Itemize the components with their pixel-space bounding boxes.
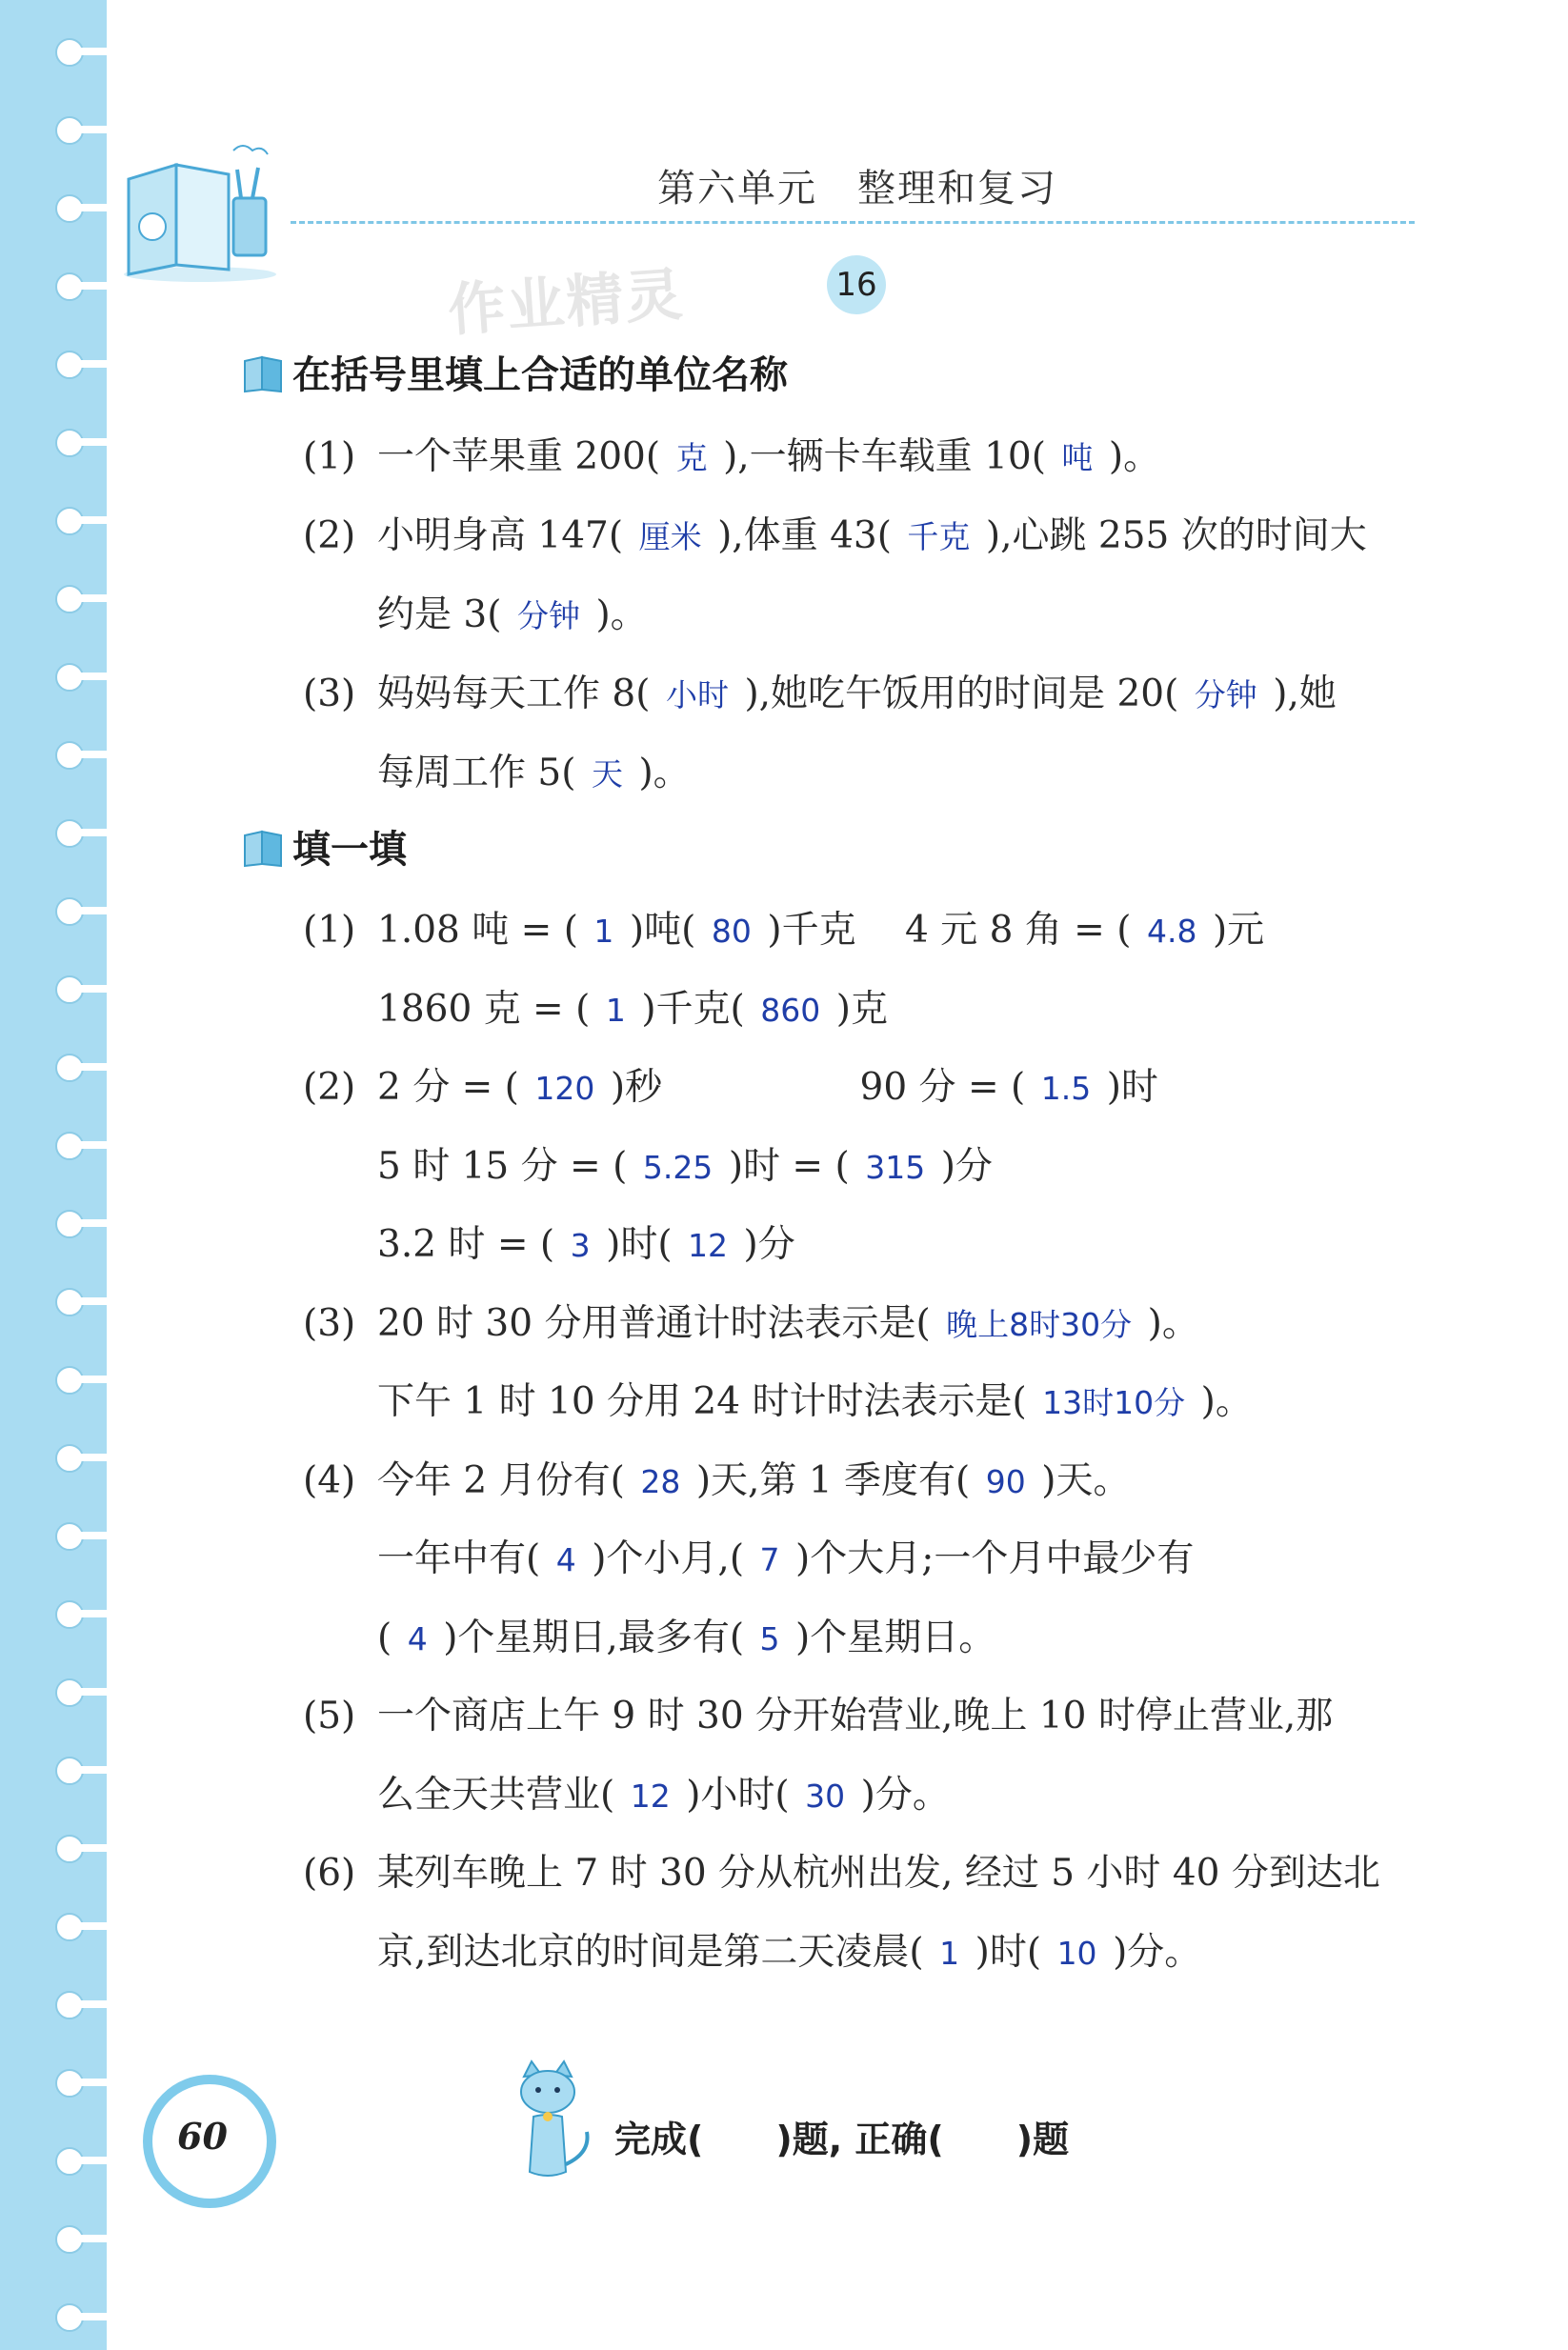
exercise-line xyxy=(303,1057,1158,1111)
question-text: )个小月,( xyxy=(592,1537,745,1580)
question-text: 么全天共营业( xyxy=(377,1773,615,1817)
question-text: )个星期日,最多有( xyxy=(443,1616,745,1659)
question-text: 京,到达北京的时间是第二天凌晨( xyxy=(377,1930,924,1974)
question-text: 1860 克 = ( xyxy=(377,987,591,1031)
binder-tab xyxy=(80,1454,107,1461)
page-header xyxy=(657,158,1057,212)
lesson-number-badge: 16 xyxy=(827,255,886,314)
question-text: )。 xyxy=(1200,1380,1253,1423)
question-text: )。 xyxy=(1147,1301,1199,1345)
question-text: )秒 90 分 = ( xyxy=(610,1066,1026,1109)
binder-tab xyxy=(80,2000,107,2008)
exercise-line xyxy=(303,664,1337,717)
binder-tab xyxy=(80,2079,107,2086)
answer-text: 12 xyxy=(614,1777,687,1815)
exercise-line xyxy=(303,1294,1199,1347)
answer-text: 小时 xyxy=(650,676,745,713)
item-number: (3) xyxy=(303,673,356,715)
binder-tab xyxy=(80,438,107,446)
answer-text: 4.8 xyxy=(1131,913,1213,950)
binder-tab xyxy=(80,1219,107,1227)
answer-text: 天 xyxy=(575,755,639,793)
question-text: 1.08 吨 = ( xyxy=(377,909,578,952)
exercise-line xyxy=(303,585,648,638)
answer-text: 28 xyxy=(624,1462,696,1500)
binder-tab xyxy=(80,1141,107,1149)
exercise-line xyxy=(303,1215,795,1268)
question-text: )分。 xyxy=(860,1773,950,1817)
question-text: 妈妈每天工作 8( xyxy=(377,673,651,715)
question-text: ( xyxy=(377,1616,392,1659)
watermark: 作业精灵 xyxy=(446,261,687,345)
answer-text: 分钟 xyxy=(1178,676,1274,713)
answer-text: 120 xyxy=(518,1070,611,1107)
page-number: 60 xyxy=(177,2115,228,2158)
binder-tab xyxy=(80,2313,107,2320)
binder-tab xyxy=(80,126,107,133)
question-text: ),她吃午饭用的时间是 20( xyxy=(744,673,1179,715)
exercise-line xyxy=(303,1451,1130,1504)
binder-tab xyxy=(80,1297,107,1305)
binder-tab xyxy=(80,673,107,680)
question-text: 一年中有( xyxy=(377,1537,541,1580)
question-text: )天。 xyxy=(1041,1458,1131,1502)
question-text: )分 xyxy=(940,1144,993,1188)
question-text: 约是 3( xyxy=(377,593,502,636)
answer-text: 30 xyxy=(789,1777,861,1815)
answer-text: 晚上8时30分 xyxy=(930,1305,1148,1343)
cat-icon xyxy=(495,2058,600,2191)
section-title: 在括号里填上合适的单位名称 xyxy=(292,353,788,397)
topic-label: 整理和复习 xyxy=(857,167,1057,211)
question-text: 一个苹果重 200( xyxy=(377,435,661,478)
section-heading-fill xyxy=(243,819,407,874)
binder-tab xyxy=(80,594,107,602)
binder-tab xyxy=(80,48,107,55)
question-text: 一个商店上午 9 时 30 分开始营业,晚上 10 时停止营业,那 xyxy=(377,1695,1334,1737)
exercise-line xyxy=(303,1843,1380,1897)
binder-tab xyxy=(80,204,107,211)
binder-tab xyxy=(80,829,107,836)
binder-tab xyxy=(80,1922,107,1930)
section-heading-units xyxy=(243,345,788,399)
binder-tab xyxy=(80,282,107,290)
answer-text: 80 xyxy=(695,913,768,950)
question-text: )时 = ( xyxy=(728,1144,850,1188)
answer-text: 1 xyxy=(590,991,642,1029)
binder-tab xyxy=(80,1766,107,1774)
question-text: 每周工作 5( xyxy=(377,752,576,794)
question-text: )。 xyxy=(595,593,648,636)
question-text: )个星期日。 xyxy=(795,1616,996,1659)
question-text: 5 时 15 分 = ( xyxy=(377,1144,628,1188)
answer-text: 克 xyxy=(660,439,724,476)
binder-tab xyxy=(80,2157,107,2164)
question-text: 20 时 30 分用普通计时法表示是( xyxy=(377,1301,931,1345)
answer-text: 吨 xyxy=(1045,439,1109,476)
binder-tab xyxy=(80,1532,107,1539)
question-text: ),体重 43( xyxy=(717,514,892,557)
answer-text: 4 xyxy=(540,1541,593,1578)
answer-text: 千克 xyxy=(891,518,986,555)
question-text: ),一辆卡车载重 10( xyxy=(723,435,1046,478)
question-text: )时( xyxy=(606,1223,673,1266)
item-number: (3) xyxy=(303,1301,356,1345)
exercise-line xyxy=(303,506,1367,559)
answer-text: 860 xyxy=(744,991,836,1029)
answer-text: 5.25 xyxy=(627,1148,729,1186)
exercise-line xyxy=(303,900,1264,954)
question-text: )。 xyxy=(638,752,691,794)
book-icon xyxy=(243,355,285,393)
answer-text: 4 xyxy=(392,1619,444,1657)
answer-text: 1 xyxy=(577,913,630,950)
binder-tab xyxy=(80,751,107,758)
question-text: )分 xyxy=(743,1223,795,1266)
binder-tab xyxy=(80,985,107,993)
answer-text: 分钟 xyxy=(501,597,596,634)
answer-text: 1.5 xyxy=(1025,1070,1107,1107)
answer-text: 厘米 xyxy=(623,518,718,555)
unit-label: 第六单元 xyxy=(657,167,817,211)
question-text: )元 xyxy=(1212,909,1265,952)
answer-text: 90 xyxy=(970,1462,1042,1500)
item-number: (5) xyxy=(303,1695,356,1737)
binder-tab xyxy=(80,907,107,914)
answer-text: 5 xyxy=(744,1619,796,1657)
binder-tab xyxy=(80,1844,107,1852)
exercise-line xyxy=(303,427,1160,480)
binder-tab xyxy=(80,1688,107,1696)
exercise-line xyxy=(303,1686,1333,1739)
header-divider xyxy=(291,221,1415,224)
exercise-line xyxy=(303,1765,950,1818)
question-text: 小明身高 147( xyxy=(377,514,624,557)
question-text: )吨( xyxy=(629,909,696,952)
item-number: (4) xyxy=(303,1458,356,1502)
exercise-line xyxy=(303,1529,1194,1582)
question-text: 今年 2 月份有( xyxy=(377,1458,625,1502)
question-text: ),心跳 255 次的时间大 xyxy=(985,514,1367,557)
answer-text: 3 xyxy=(554,1227,607,1264)
completion-tally: 完成( )题, 正确( )题 xyxy=(614,2119,1070,2160)
item-number: (6) xyxy=(303,1852,356,1895)
exercise-line xyxy=(303,1922,1201,1976)
exercise-line xyxy=(303,1136,993,1190)
question-text: 2 分 = ( xyxy=(377,1066,519,1109)
question-text: 3.2 时 = ( xyxy=(377,1223,555,1266)
answer-text: 1 xyxy=(923,1934,975,1972)
exercise-line xyxy=(303,979,888,1033)
exercise-line xyxy=(303,1372,1253,1425)
question-text: 下午 1 时 10 分用 24 时计时法表示是( xyxy=(377,1380,1027,1423)
question-text: )千克 4 元 8 角 = ( xyxy=(767,909,1132,952)
answer-text: 13时10分 xyxy=(1026,1384,1201,1421)
answer-text: 12 xyxy=(672,1227,744,1264)
answer-text: 10 xyxy=(1041,1934,1114,1972)
item-number: (1) xyxy=(303,435,356,478)
question-text: )时 xyxy=(1106,1066,1158,1109)
question-text: )个大月;一个月中最少有 xyxy=(795,1537,1195,1580)
question-text: )克 xyxy=(835,987,888,1031)
question-text: )天,第 1 季度有( xyxy=(695,1458,971,1502)
binder-tab xyxy=(80,1610,107,1617)
question-text: 某列车晚上 7 时 30 分从杭州出发, 经过 5 小时 40 分到达北 xyxy=(377,1852,1380,1895)
section-title: 填一填 xyxy=(292,828,407,872)
book-icon xyxy=(243,830,285,868)
binder-tab xyxy=(80,516,107,524)
question-text: ),她 xyxy=(1273,673,1337,715)
item-number: (2) xyxy=(303,514,356,557)
question-text: )小时( xyxy=(686,1773,790,1817)
binder-tab xyxy=(80,360,107,368)
book-illustration xyxy=(119,141,281,284)
answer-text: 315 xyxy=(849,1148,941,1186)
exercise-line xyxy=(303,743,691,796)
item-number: (2) xyxy=(303,1066,356,1109)
binder-tab xyxy=(80,1376,107,1383)
question-text: )时( xyxy=(975,1930,1042,1974)
answer-text: 7 xyxy=(744,1541,796,1578)
item-number: (1) xyxy=(303,909,356,952)
question-text: )分。 xyxy=(1113,1930,1202,1974)
exercise-line xyxy=(303,1608,995,1661)
binder-tab xyxy=(80,2235,107,2242)
binder-tab xyxy=(80,1063,107,1071)
binder-spine xyxy=(0,0,107,2350)
question-text: )千克( xyxy=(641,987,745,1031)
question-text: )。 xyxy=(1108,435,1161,478)
